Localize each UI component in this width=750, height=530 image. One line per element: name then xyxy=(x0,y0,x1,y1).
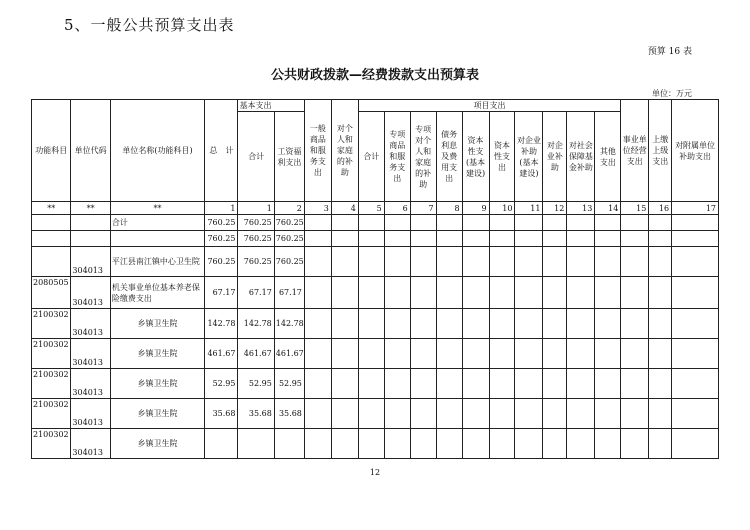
unit-code-cell xyxy=(71,215,110,231)
unit-name-cell: 乡镇卫生院 xyxy=(110,309,204,339)
unit-name-cell: 合计 xyxy=(110,215,204,231)
empty-cell xyxy=(621,339,649,369)
empty-cell xyxy=(331,429,358,459)
empty-cell xyxy=(515,215,543,231)
table-row xyxy=(32,429,719,459)
header-special-goods: 专项商品和服务支出 xyxy=(384,112,410,202)
salary-cell: 760.25 xyxy=(274,215,304,231)
empty-cell xyxy=(515,247,543,277)
basic-subtotal-cell: 760.25 xyxy=(238,215,274,231)
form-number: 预算 16 表 xyxy=(647,47,692,57)
unit-name-cell xyxy=(110,231,204,247)
empty-cell xyxy=(595,339,621,369)
unit-name-cell: 乡镇卫生院 xyxy=(110,339,204,369)
basic-subtotal-cell: 760.25 xyxy=(238,231,274,247)
empty-cell xyxy=(649,231,672,247)
unit-code-cell: 304013 xyxy=(71,277,110,309)
salary-cell xyxy=(274,429,304,459)
func-cell xyxy=(32,215,71,231)
empty-cell xyxy=(543,247,567,277)
table-row xyxy=(32,309,719,339)
table-row xyxy=(32,247,719,277)
unit-code-cell: 304013 xyxy=(71,429,110,459)
empty-cell xyxy=(543,429,567,459)
index-cell: 16 xyxy=(649,202,672,215)
empty-cell xyxy=(621,215,649,231)
header-basic-group: 基本支出 xyxy=(238,100,304,112)
header-goods-services: 一般商品和服务支出 xyxy=(304,100,331,202)
index-cell: 8 xyxy=(436,202,462,215)
empty-cell xyxy=(331,369,358,399)
empty-cell xyxy=(595,309,621,339)
empty-cell xyxy=(462,247,489,277)
header-social-security-fund: 对社会保障基金补助 xyxy=(567,112,595,202)
empty-cell xyxy=(595,429,621,459)
empty-cell xyxy=(543,399,567,429)
empty-cell xyxy=(649,339,672,369)
empty-cell xyxy=(410,309,436,339)
index-cell: ** xyxy=(32,202,71,215)
empty-cell xyxy=(304,277,331,309)
empty-cell xyxy=(567,247,595,277)
empty-cell xyxy=(649,247,672,277)
header-project-group: 项目支出 xyxy=(358,100,620,112)
section-title: 5、一般公共预算支出表 xyxy=(64,16,235,34)
empty-cell xyxy=(331,399,358,429)
index-cell: 7 xyxy=(410,202,436,215)
empty-cell xyxy=(410,429,436,459)
empty-cell xyxy=(410,231,436,247)
empty-cell xyxy=(436,309,462,339)
empty-cell xyxy=(304,215,331,231)
empty-cell xyxy=(410,399,436,429)
salary-cell: 142.78 xyxy=(274,309,304,339)
index-cell: 3 xyxy=(304,202,331,215)
empty-cell xyxy=(436,215,462,231)
empty-cell xyxy=(672,399,719,429)
empty-cell xyxy=(358,429,384,459)
empty-cell xyxy=(621,231,649,247)
index-cell: 9 xyxy=(462,202,489,215)
header-debt-interest: 债务利息及费用支出 xyxy=(436,112,462,202)
salary-cell: 52.95 xyxy=(274,369,304,399)
index-cell: 12 xyxy=(543,202,567,215)
header-unit-code: 单位代码 xyxy=(71,100,110,202)
empty-cell xyxy=(304,369,331,399)
salary-cell: 461.67 xyxy=(274,339,304,369)
salary-cell: 760.25 xyxy=(274,247,304,277)
header-func-subject: 功能科目 xyxy=(32,100,71,202)
unit-code-cell: 304013 xyxy=(71,339,110,369)
index-cell: 5 xyxy=(358,202,384,215)
empty-cell xyxy=(567,309,595,339)
empty-cell xyxy=(543,309,567,339)
empty-cell xyxy=(621,309,649,339)
empty-cell xyxy=(621,277,649,309)
unit-code-cell xyxy=(71,231,110,247)
basic-subtotal-cell: 142.78 xyxy=(238,309,274,339)
empty-cell xyxy=(515,429,543,459)
index-cell: 13 xyxy=(567,202,595,215)
header-salary-welfare: 工资福利支出 xyxy=(274,112,304,202)
empty-cell xyxy=(358,231,384,247)
empty-cell xyxy=(304,309,331,339)
header-basic-subtotal: 合计 xyxy=(238,112,274,202)
header-affiliated-subsidy: 对附属单位补助支出 xyxy=(672,100,719,202)
unit-name-cell: 乡镇卫生院 xyxy=(110,429,204,459)
unit-name-cell: 乡镇卫生院 xyxy=(110,369,204,399)
header-special-personal: 专项对个人和家庭的补助 xyxy=(410,112,436,202)
total-cell: 67.17 xyxy=(205,277,238,309)
empty-cell xyxy=(649,215,672,231)
func-cell: 2100302 xyxy=(32,339,71,369)
empty-cell xyxy=(489,369,515,399)
func-cell xyxy=(32,231,71,247)
empty-cell xyxy=(384,429,410,459)
table-row xyxy=(32,215,719,231)
index-cell: 1 xyxy=(205,202,238,215)
total-cell: 52.95 xyxy=(205,369,238,399)
func-cell: 2100302 xyxy=(32,369,71,399)
empty-cell xyxy=(462,309,489,339)
empty-cell xyxy=(515,309,543,339)
empty-cell xyxy=(462,429,489,459)
basic-subtotal-cell: 760.25 xyxy=(238,247,274,277)
page-number: 12 xyxy=(369,468,381,477)
empty-cell xyxy=(331,231,358,247)
total-cell: 760.25 xyxy=(205,215,238,231)
header-enterprise-subsidy: 对企业补助 xyxy=(543,112,567,202)
index-cell: 17 xyxy=(672,202,719,215)
total-cell: 461.67 xyxy=(205,339,238,369)
header-row-1 xyxy=(32,100,719,112)
index-cell: ** xyxy=(110,202,204,215)
empty-cell xyxy=(304,429,331,459)
total-cell: 142.78 xyxy=(205,309,238,339)
empty-cell xyxy=(304,231,331,247)
empty-cell xyxy=(595,277,621,309)
index-row-group xyxy=(32,202,719,215)
index-cell: 6 xyxy=(384,202,410,215)
empty-cell xyxy=(649,277,672,309)
empty-cell xyxy=(436,339,462,369)
empty-cell xyxy=(489,215,515,231)
header-total: 总 计 xyxy=(205,100,238,202)
empty-cell xyxy=(489,231,515,247)
empty-cell xyxy=(384,215,410,231)
empty-cell xyxy=(567,399,595,429)
unit-code-cell: 304013 xyxy=(71,247,110,277)
empty-cell xyxy=(462,369,489,399)
empty-cell xyxy=(410,277,436,309)
empty-cell xyxy=(621,399,649,429)
unit-name-cell: 平江县南江镇中心卫生院 xyxy=(110,247,204,277)
empty-cell xyxy=(489,399,515,429)
header-capital: 资本性支出 xyxy=(489,112,515,202)
empty-cell xyxy=(358,369,384,399)
empty-cell xyxy=(462,399,489,429)
data-rows xyxy=(32,215,719,459)
basic-subtotal-cell xyxy=(238,429,274,459)
empty-cell xyxy=(384,231,410,247)
empty-cell xyxy=(515,231,543,247)
index-row xyxy=(32,202,719,215)
func-cell: 2100302 xyxy=(32,309,71,339)
index-cell: 1 xyxy=(238,202,274,215)
header-project-subtotal: 合计 xyxy=(358,112,384,202)
empty-cell xyxy=(358,215,384,231)
basic-subtotal-cell: 461.67 xyxy=(238,339,274,369)
table-title: 公共财政拨款—经费拨款支出预算表 xyxy=(270,68,479,83)
total-cell: 35.68 xyxy=(205,399,238,429)
header-turn-over: 上缴上级支出 xyxy=(649,100,672,202)
total-cell: 760.25 xyxy=(205,231,238,247)
empty-cell xyxy=(672,339,719,369)
header-other: 其他支出 xyxy=(595,112,621,202)
empty-cell xyxy=(410,369,436,399)
empty-cell xyxy=(595,215,621,231)
salary-cell: 67.17 xyxy=(274,277,304,309)
empty-cell xyxy=(595,399,621,429)
table-row xyxy=(32,369,719,399)
empty-cell xyxy=(462,231,489,247)
index-cell: 14 xyxy=(595,202,621,215)
empty-cell xyxy=(410,339,436,369)
header-personal-subsidy: 对个人和家庭的补助 xyxy=(331,100,358,202)
empty-cell xyxy=(567,231,595,247)
empty-cell xyxy=(358,277,384,309)
empty-cell xyxy=(672,277,719,309)
empty-cell xyxy=(384,277,410,309)
header-unit-name: 单位名称(功能科目) xyxy=(110,100,204,202)
empty-cell xyxy=(567,339,595,369)
empty-cell xyxy=(436,369,462,399)
empty-cell xyxy=(595,369,621,399)
func-cell: 2100302 xyxy=(32,399,71,429)
empty-cell xyxy=(567,369,595,399)
empty-cell xyxy=(672,231,719,247)
empty-cell xyxy=(649,429,672,459)
basic-subtotal-cell: 67.17 xyxy=(238,277,274,309)
empty-cell xyxy=(595,247,621,277)
empty-cell xyxy=(543,369,567,399)
basic-subtotal-cell: 52.95 xyxy=(238,369,274,399)
empty-cell xyxy=(543,277,567,309)
empty-cell xyxy=(331,339,358,369)
table-row xyxy=(32,339,719,369)
unit-label: 单位：万元 xyxy=(652,89,692,98)
index-cell: 4 xyxy=(331,202,358,215)
table-row xyxy=(32,399,719,429)
empty-cell xyxy=(595,231,621,247)
empty-cell xyxy=(543,339,567,369)
empty-cell xyxy=(304,399,331,429)
unit-code-cell: 304013 xyxy=(71,309,110,339)
empty-cell xyxy=(384,339,410,369)
empty-cell xyxy=(672,247,719,277)
func-cell: 2100302 xyxy=(32,429,71,459)
empty-cell xyxy=(567,277,595,309)
index-cell: 2 xyxy=(274,202,304,215)
empty-cell xyxy=(567,215,595,231)
empty-cell xyxy=(621,429,649,459)
basic-subtotal-cell: 35.68 xyxy=(238,399,274,429)
empty-cell xyxy=(489,277,515,309)
empty-cell xyxy=(543,231,567,247)
empty-cell xyxy=(304,247,331,277)
empty-cell xyxy=(358,309,384,339)
empty-cell xyxy=(515,369,543,399)
empty-cell xyxy=(384,309,410,339)
header-enterprise-construction: 对企业补助(基本建设) xyxy=(515,112,543,202)
budget-table xyxy=(31,99,719,459)
unit-name-cell: 乡镇卫生院 xyxy=(110,399,204,429)
empty-cell xyxy=(436,399,462,429)
empty-cell xyxy=(410,247,436,277)
empty-cell xyxy=(515,399,543,429)
empty-cell xyxy=(384,369,410,399)
empty-cell xyxy=(358,247,384,277)
unit-code-cell: 304013 xyxy=(71,369,110,399)
table-row xyxy=(32,277,719,309)
empty-cell xyxy=(621,369,649,399)
empty-cell xyxy=(489,339,515,369)
empty-cell xyxy=(384,247,410,277)
empty-cell xyxy=(436,231,462,247)
func-cell: 2080505 xyxy=(32,277,71,309)
empty-cell xyxy=(489,309,515,339)
empty-cell xyxy=(672,369,719,399)
index-cell: ** xyxy=(71,202,110,215)
empty-cell xyxy=(515,277,543,309)
salary-cell: 760.25 xyxy=(274,231,304,247)
empty-cell xyxy=(672,309,719,339)
empty-cell xyxy=(436,429,462,459)
empty-cell xyxy=(331,215,358,231)
func-cell xyxy=(32,247,71,277)
empty-cell xyxy=(489,247,515,277)
empty-cell xyxy=(331,309,358,339)
index-cell: 15 xyxy=(621,202,649,215)
unit-code-cell: 304013 xyxy=(71,399,110,429)
total-cell: 760.25 xyxy=(205,247,238,277)
table-row xyxy=(32,231,719,247)
empty-cell xyxy=(358,339,384,369)
unit-name-cell: 机关事业单位基本养老保险缴费支出 xyxy=(110,277,204,309)
empty-cell xyxy=(358,399,384,429)
empty-cell xyxy=(384,399,410,429)
empty-cell xyxy=(304,339,331,369)
empty-cell xyxy=(489,429,515,459)
index-cell: 11 xyxy=(515,202,543,215)
empty-cell xyxy=(410,215,436,231)
index-cell: 10 xyxy=(489,202,515,215)
empty-cell xyxy=(436,277,462,309)
total-cell xyxy=(205,429,238,459)
empty-cell xyxy=(331,277,358,309)
empty-cell xyxy=(621,247,649,277)
empty-cell xyxy=(331,247,358,277)
header-business-unit: 事业单位经营支出 xyxy=(621,100,649,202)
empty-cell xyxy=(462,277,489,309)
empty-cell xyxy=(672,215,719,231)
empty-cell xyxy=(436,247,462,277)
empty-cell xyxy=(543,215,567,231)
empty-cell xyxy=(462,339,489,369)
empty-cell xyxy=(649,309,672,339)
empty-cell xyxy=(672,429,719,459)
empty-cell xyxy=(649,399,672,429)
salary-cell: 35.68 xyxy=(274,399,304,429)
empty-cell xyxy=(649,369,672,399)
empty-cell xyxy=(567,429,595,459)
empty-cell xyxy=(462,215,489,231)
header-capital-construction: 资本性支(基本建设) xyxy=(462,112,489,202)
empty-cell xyxy=(515,339,543,369)
